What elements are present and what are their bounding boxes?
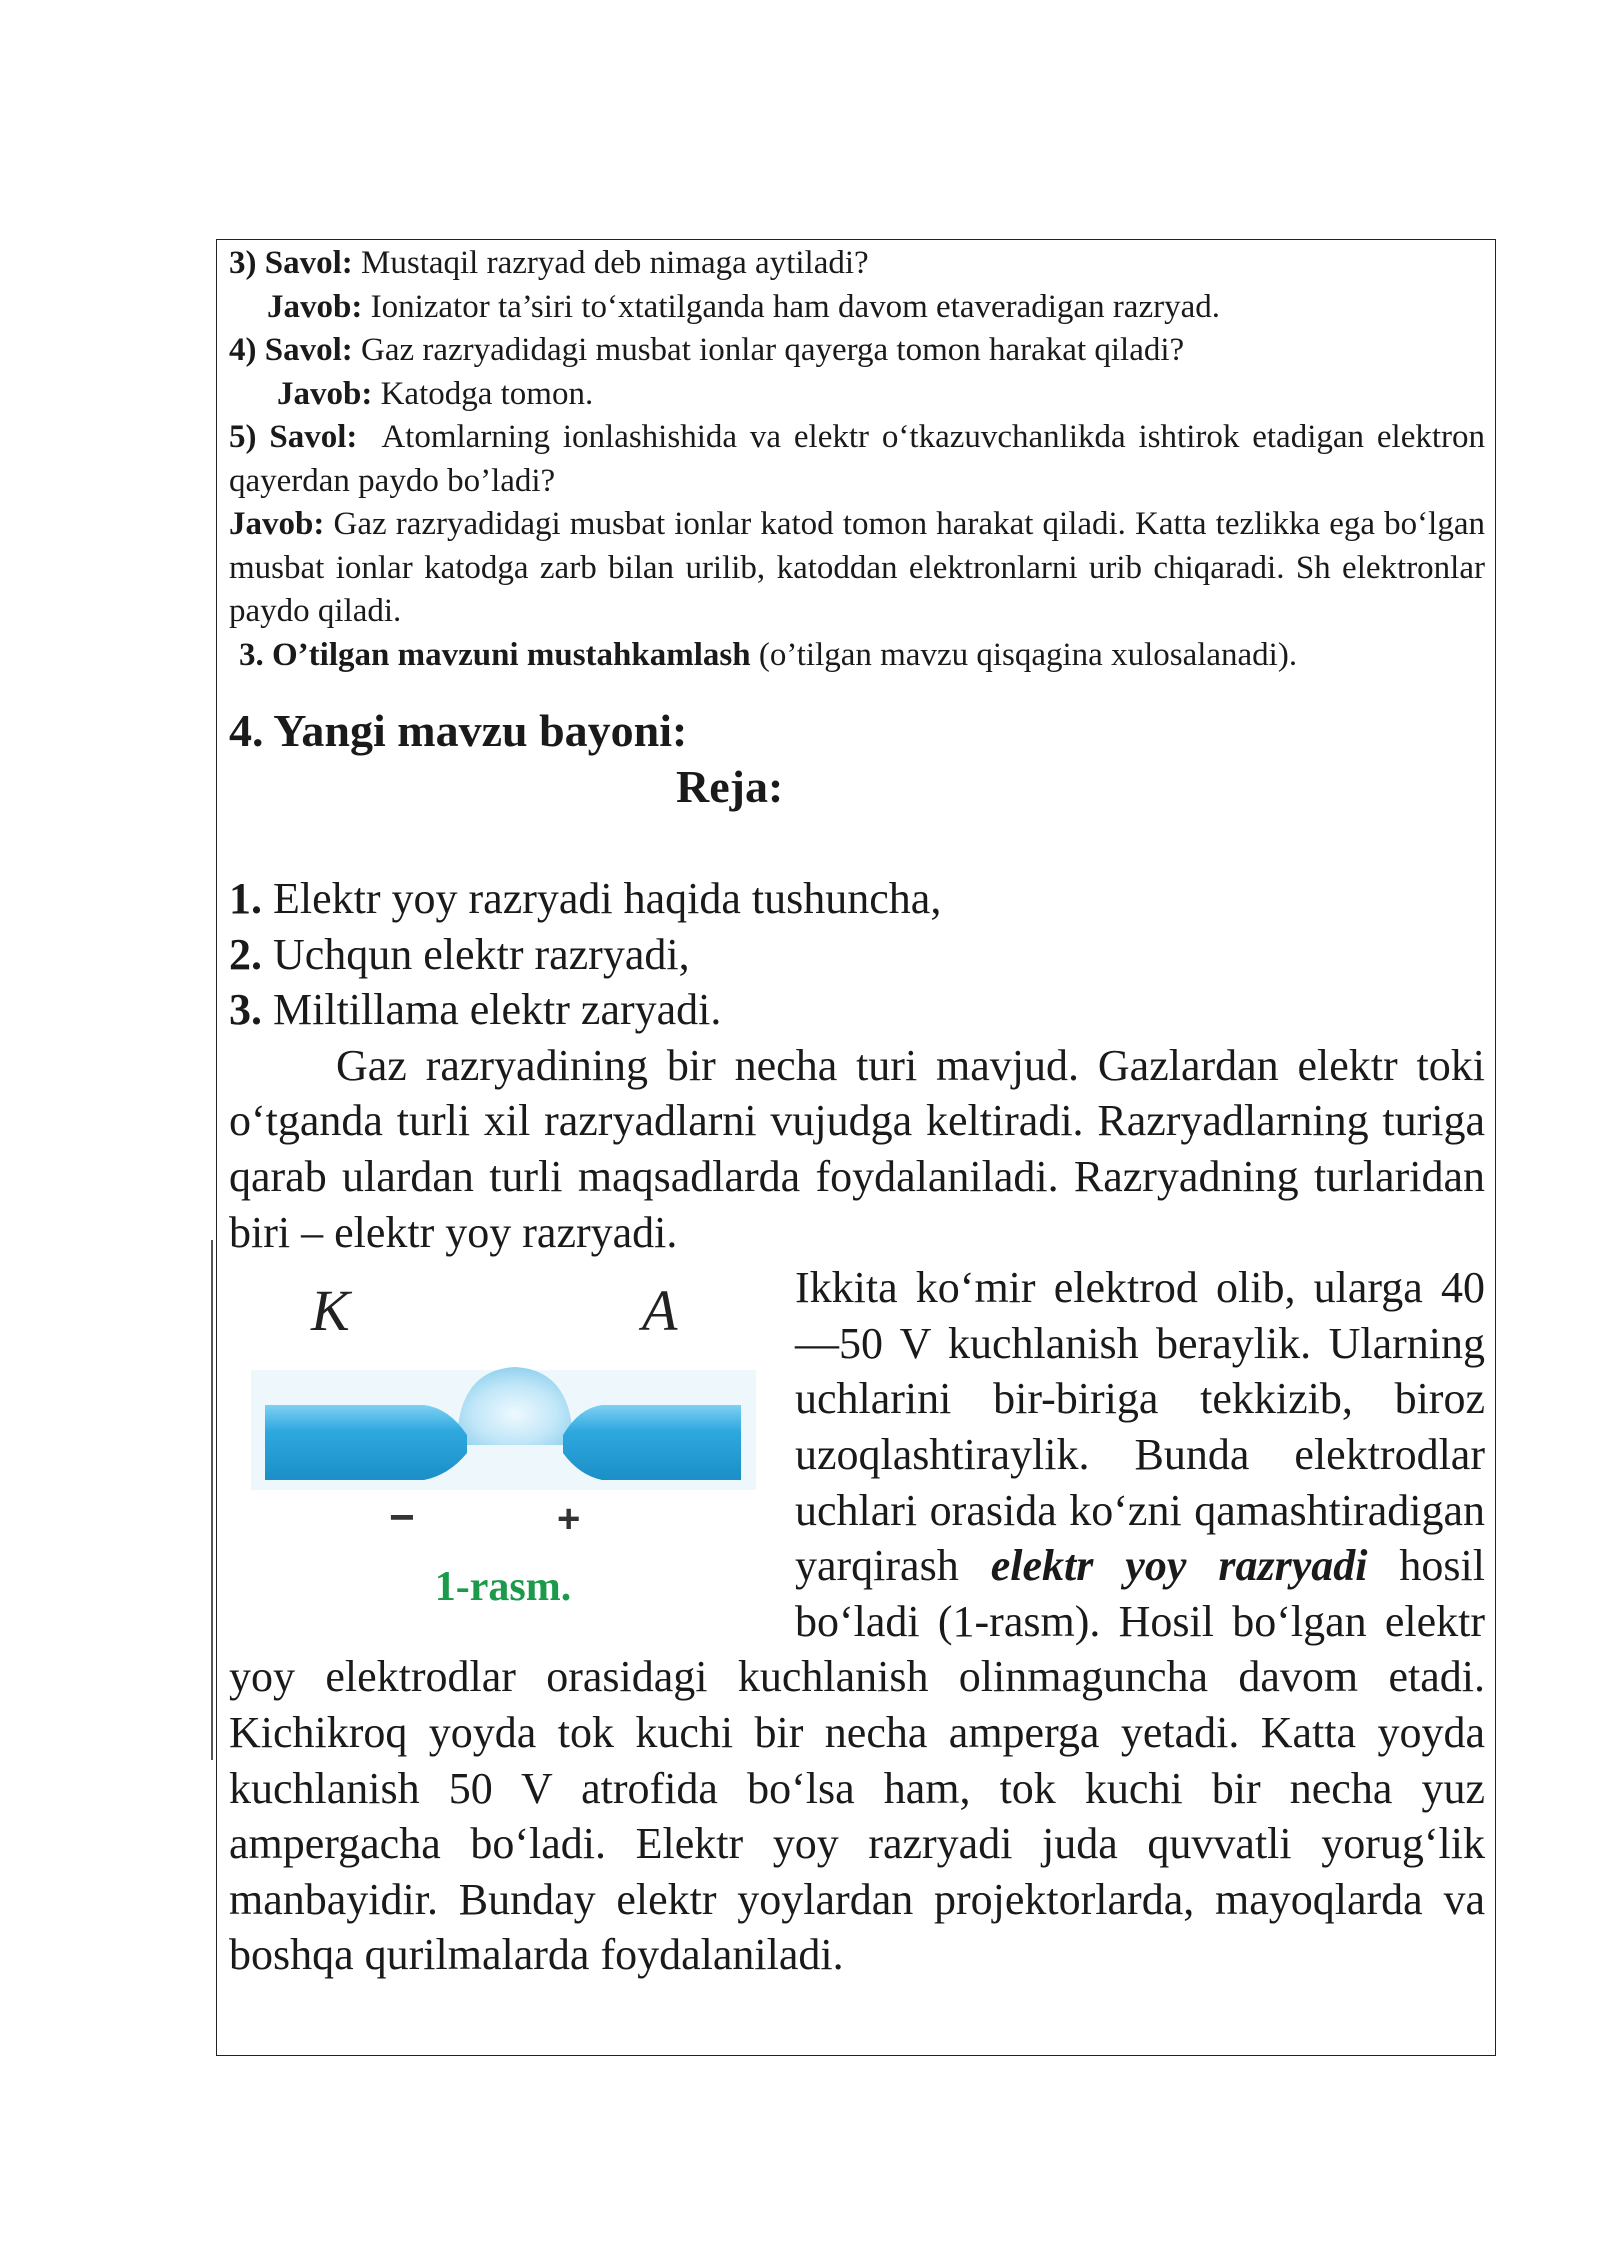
anode-electrode — [563, 1405, 741, 1480]
answer-5: Javob: Gaz razryadidagi musbat ionlar katod tomon harakat qiladi. Katta tezlikka ega bo‘lgan musbat ionlar katodga zarb bilan urilib, katoddan elektronlarni urib chiqaradi. Sh elektronlar paydo qiladi. — [229, 506, 1485, 629]
document-content — [229, 242, 1494, 1983]
answer-4: Javob: Katodga tomon. — [277, 375, 594, 412]
plan-item: 3. Miltillama elektr zaryadi. — [229, 985, 722, 1035]
review-line: 3. O’tilgan mavzuni mustahkamlash (o’tilgan mavzu qisqagina xulosalanadi). — [239, 636, 1298, 673]
margin-line — [211, 1240, 213, 1760]
new-topic-heading: 4. Yangi mavzu bayoni: — [229, 705, 688, 756]
figure-caption: 1-rasm. — [434, 1564, 572, 1611]
plan-item: 2. Uchqun elektr razryadi, — [229, 929, 690, 979]
question-5: 5) Savol: Atomlarning ionlashishida va elektr o‘tkazuvchanlikda ishtirok etadigan elektron qayerdan paydo bo’ladi? — [229, 419, 1494, 499]
question-4: 4) Savol: Gaz razryadidagi musbat ionlar qayerga tomon harakat qiladi? — [229, 332, 1185, 368]
answer-3: Javob: Ionizator ta’siri to‘xtatilganda ham davom etaveradigan razryad. — [267, 288, 1220, 325]
arc-paragraph: Ikkita ko‘mir elektrod olib, ularga 40—50 V kuchlanish beraylik. Ularning uchlarini bir-biriga tekkizib, biroz uzoqlashtiraylik. Bunda elektrodlar uchlari orasida ko‘zni qamashtiradigan yarqirash elektr yoy razryadi hosil bo‘ladi (1-rasm). Hosil bo‘lgan elektr yoy elektrodlar orasidagi kuchlanish olinmaguncha davom etadi. Kichikroq yoyda tok kuchi bir necha amperga yetadi. Katta yoyda kuchlanish 50 V atrofida bo‘lsa ham, tok kuchi bir necha yuz ampergacha bo‘ladi. Elektr yoy razryadi juda quvvatli yorug‘lik manbayidir. Bunday elektr yoylardan projektorlarda, mayoqlarda va boshqa qurilmalarda foydalaniladi. — [229, 1263, 1485, 1980]
term-highlight: elektr yoy razryadi — [990, 1541, 1368, 1591]
question-3: 3) Savol: Mustaqil razryad deb nimaga aytiladi? — [229, 245, 869, 281]
arc-illustration — [229, 1260, 777, 1560]
plan-item: 1. Elektr yoy razryadi haqida tushuncha, — [229, 874, 942, 923]
arc-section — [229, 1260, 1485, 1983]
cathode-electrode — [265, 1405, 467, 1480]
sign-minus: − — [389, 1493, 415, 1543]
sign-plus: + — [557, 1497, 581, 1542]
plan-heading: Reja: — [676, 761, 784, 812]
label-a: A — [642, 1278, 678, 1344]
arc-figure — [229, 1260, 777, 1620]
label-k: K — [311, 1278, 350, 1344]
qa-section — [229, 242, 1494, 677]
plan-list — [229, 871, 1485, 1038]
intro-paragraph: Gaz razryadining bir necha turi mavjud. Gazlardan elektr toki o‘tganda turli xil razryadlarni vujudga keltiradi. Razryadlarning turiga qarab ulardan turli maqsadlarda foydalaniladi. Razryadning turlaridan biri – elektr yoy razryadi. — [229, 1040, 1485, 1257]
